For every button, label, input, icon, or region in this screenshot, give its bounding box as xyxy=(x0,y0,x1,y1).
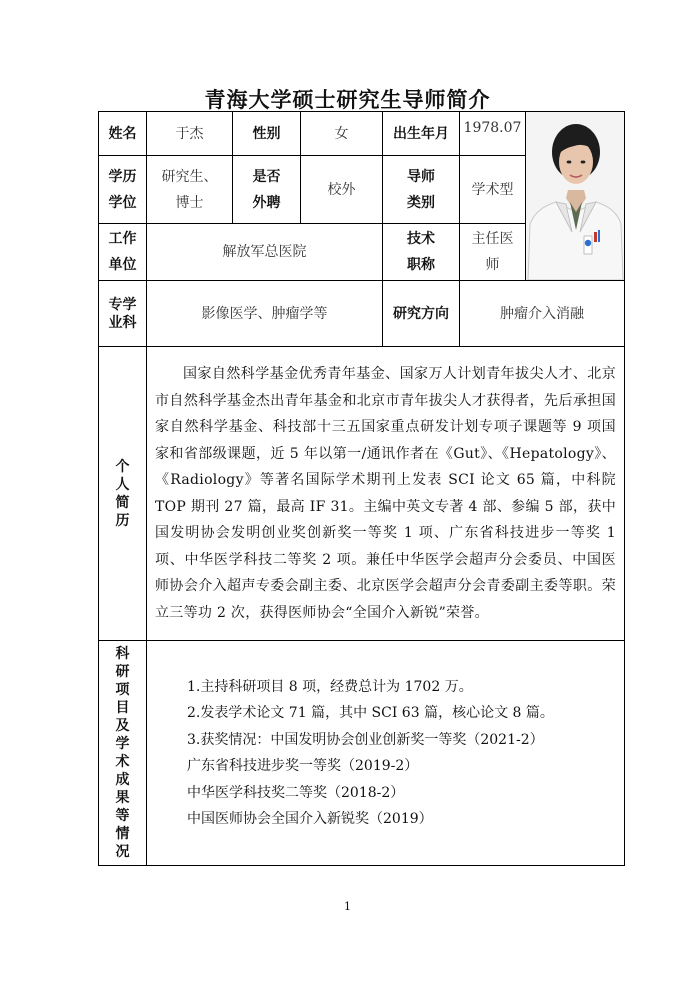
research-label: 科研项目及学术成果等情况 xyxy=(99,641,147,866)
gender-label: 性别 xyxy=(233,112,301,156)
research-list xyxy=(147,641,625,866)
research-item: 中国医师协会全国介入新锐奖（2019） xyxy=(187,811,433,827)
birth-value: 1978.07 xyxy=(460,112,526,156)
profile-table xyxy=(98,111,625,866)
work-unit-label: 工作 单位 xyxy=(99,224,147,281)
bio-label: 个人简历 xyxy=(99,347,147,641)
external-value: 校外 xyxy=(301,156,383,224)
supervisor-type-value: 学术型 xyxy=(460,156,526,224)
education-label: 学历 学位 xyxy=(99,156,147,224)
major-label: 专学 业科 xyxy=(99,281,147,347)
research-direction-label: 研究方向 xyxy=(383,281,460,347)
research-item: 中华医学科技奖二等奖（2018-2） xyxy=(187,784,405,801)
external-label: 是否 外聘 xyxy=(233,156,301,224)
research-direction-value: 肿瘤介入消融 xyxy=(460,281,625,347)
page-title: 青海大学硕士研究生导师简介 xyxy=(204,87,491,112)
birth-label: 出生年月 xyxy=(383,112,460,156)
page-number: 1 xyxy=(344,900,351,913)
research-item: 3.获奖情况：中国发明协会创业创新奖一等奖（2021-2） xyxy=(187,731,544,748)
bio-text: 国家自然科学基金优秀青年基金、国家万人计划青年拔尖人才、北京市自然科学基金杰出青年基金和北京市青年拔尖人才获得者，先后承担国家自然科学基金、科技部十三五国家重点研发计划专项子课题等 9 项国家和省部级课题，近 5 年以第一/通讯作者在《Gut》、《Hepatology》、《Radiology》等著名国际学术期刊上发表 SCI 论文 65 篇，中科院 TOP 期刊 27 篇，最高 IF 31。主编中英文专著 4 部、参编 5 部，获中国发明协会发明创业奖创新奖一等奖 1 项、广东省科技进步一等奖 1 项、中华医学科技二等奖 2 项。兼任中华医学会超声分会委员、中国医师协会介入超声专委会副主委、北京医学会超声分会青委副主委等职。荣立三等功 2 次，获得医师协会“全国介入新锐”荣誉。 xyxy=(147,347,625,641)
portrait-image xyxy=(526,112,625,280)
name-label: 姓名 xyxy=(99,112,147,156)
professional-title-value: 主任医 师 xyxy=(460,224,526,281)
major-value: 影像医学、肿瘤学等 xyxy=(147,281,383,347)
professional-title-label: 技术 职称 xyxy=(383,224,460,281)
supervisor-type-label: 导师 类别 xyxy=(383,156,460,224)
education-value: 研究生、 博士 xyxy=(147,156,233,224)
research-item: 2.发表学术论文 71 篇，其中 SCI 63 篇，核心论文 8 篇。 xyxy=(187,705,554,721)
work-unit-value: 解放军总医院 xyxy=(147,224,383,281)
name-value: 于杰 xyxy=(147,112,233,156)
research-item: 广东省科技进步奖一等奖（2019-2） xyxy=(187,758,419,774)
research-item: 1.主持科研项目 8 项，经费总计为 1702 万。 xyxy=(187,678,473,695)
portrait-photo xyxy=(526,112,625,281)
gender-value: 女 xyxy=(301,112,383,156)
